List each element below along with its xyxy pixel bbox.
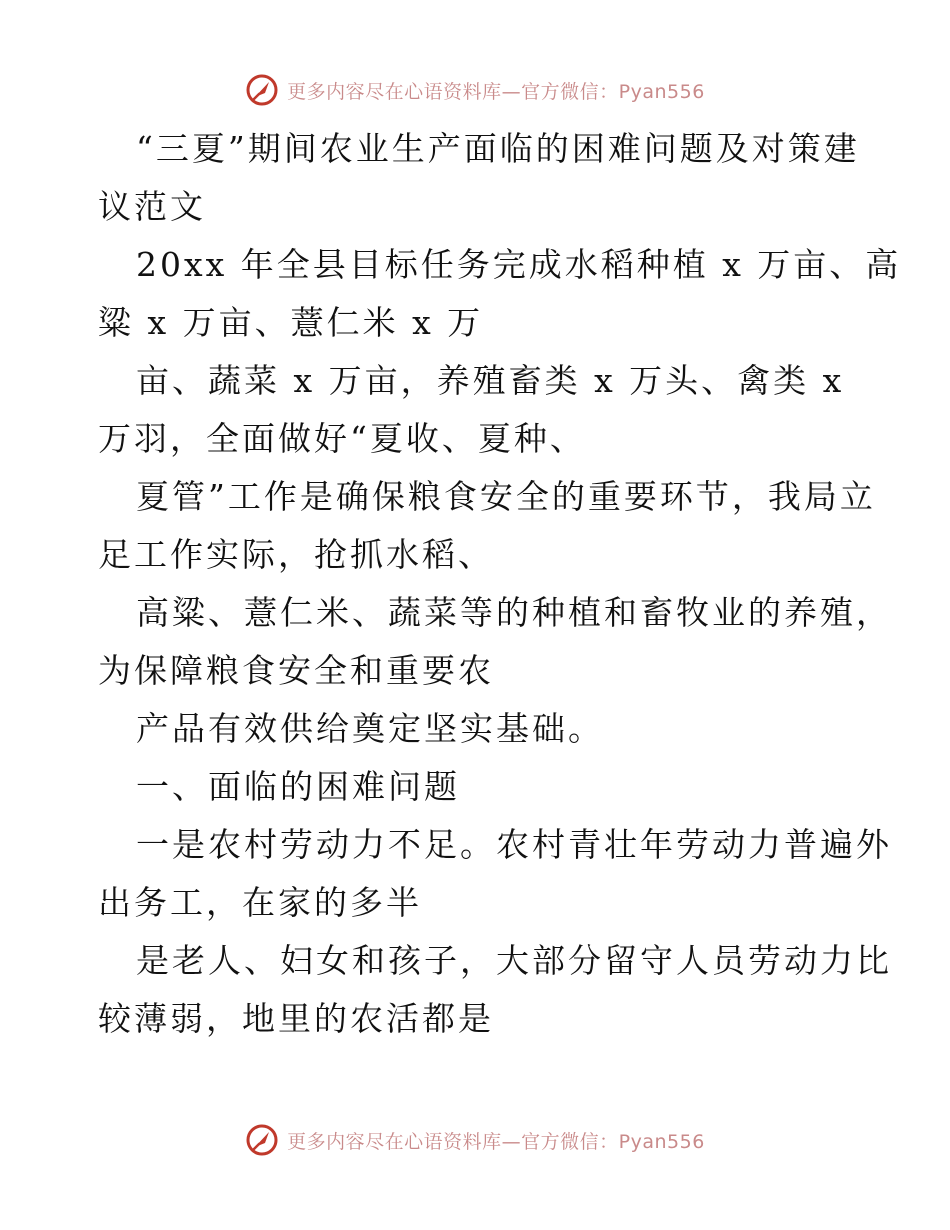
text-line: 是老人、妇女和孩子，大部分留守人员劳动力比 [136, 941, 892, 980]
watermark-footer-text: 更多内容尽在心语资料库—官方微信：Pyan556 [287, 1130, 705, 1153]
text-line: 为保障粮食安全和重要农 [98, 651, 494, 690]
text-line: 较薄弱，地里的农活都是 [98, 999, 494, 1038]
text-line: 足工作实际，抢抓水稻、 [98, 535, 494, 574]
watermark-footer [0, 1120, 950, 1160]
text-line: 产品有效供给奠定坚实基础。 [136, 709, 604, 748]
text-line: 出务工，在家的多半 [98, 883, 422, 922]
text-line: 万羽，全面做好“夏收、夏种、 [98, 419, 586, 458]
text-line: 亩、蔬菜 x 万亩，养殖畜类 x 万头、禽类 x [136, 361, 845, 400]
watermark-header [0, 70, 950, 110]
feather-pen-logo-icon [245, 73, 279, 107]
watermark-header-text: 更多内容尽在心语资料库—官方微信：Pyan556 [287, 80, 705, 103]
document-body [98, 120, 902, 1048]
text-line: 一、面临的困难问题 [136, 767, 460, 806]
text-line: 一是农村劳动力不足。农村青壮年劳动力普遍外 [136, 825, 892, 864]
text-line: 高粱、薏仁米、蔬菜等的种植和畜牧业的养殖， [136, 593, 892, 632]
text-line: 粱 x 万亩、薏仁米 x 万 [98, 303, 484, 342]
text-line: 20xx 年全县目标任务完成水稻种植 x 万亩、高 [136, 245, 902, 284]
text-line: 夏管”工作是确保粮食安全的重要环节，我局立 [136, 477, 876, 516]
text-line: 议范文 [98, 187, 206, 226]
text-line: “三夏”期间农业生产面临的困难问题及对策建 [136, 129, 860, 168]
feather-pen-logo-icon [245, 1123, 279, 1157]
